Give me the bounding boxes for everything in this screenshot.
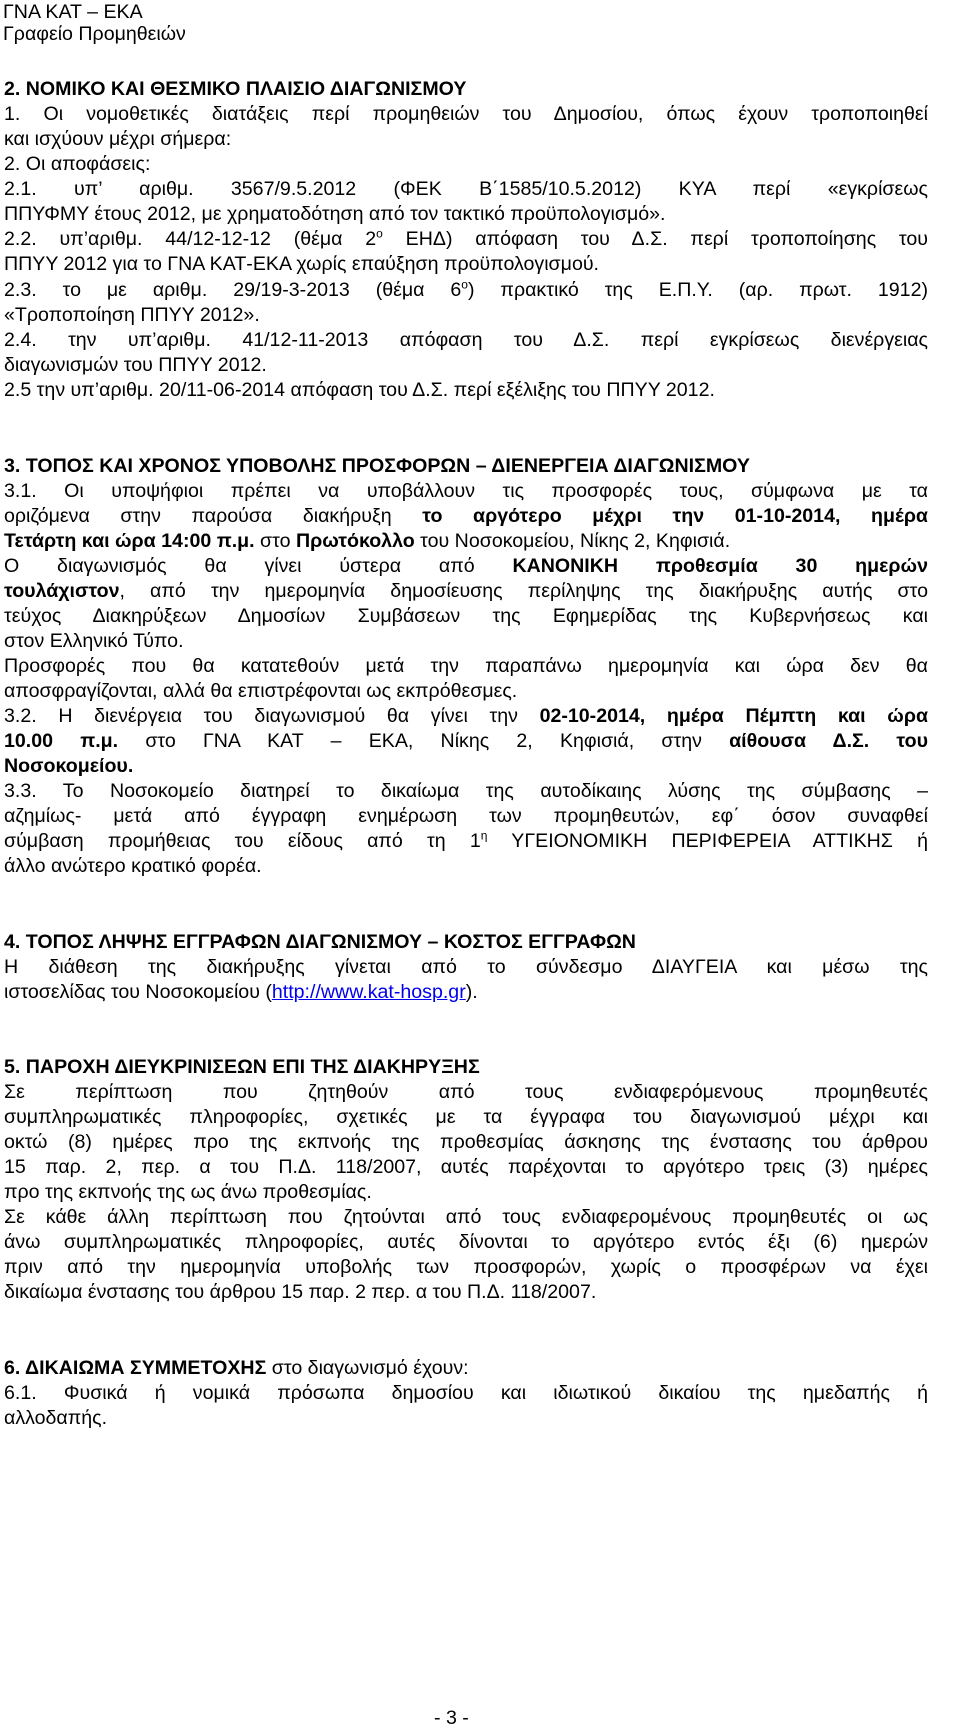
s2-line: 2.1. υπ’ αριθμ. 3567/9.5.2012 (ΦΕΚ Β΄1585/10.5.2012) ΚΥΑ περί «εγκρίσεως [4,178,928,200]
text-run: Ο διαγωνισμός θα γίνει ύστερα από [4,555,513,577]
s3-line: 3.1. Οι υποψήφιοι πρέπει να υποβάλλουν τις προσφορές τους, σύμφωνα με τα [4,480,928,502]
text-run: στο ΓΝΑ ΚΑΤ – ΕΚΑ, Νίκης 2, Κηφισιά, στην [118,730,730,752]
section-6-heading: 6. ΔΙΚΑΙΩΜΑ ΣΥΜΜΕΤΟΧΗΣ [4,1357,267,1379]
s3-line: αζημίως- μετά από έγγραφη ενημέρωση των προμηθευτών, εφ΄ όσον συναφθεί [4,805,928,827]
s6-line: αλλοδαπής. [4,1407,108,1429]
hospital-website-link[interactable]: http://www.kat-hosp.gr [271,981,466,1003]
s3-line [4,528,928,554]
opening-room: αίθουσα Δ.Σ. του [729,730,929,752]
s3-line [4,728,928,754]
section-3-title: 3. ΤΟΠΟΣ ΚΑΙ ΧΡΟΝΟΣ ΥΠΟΒΟΛΗΣ ΠΡΟΣΦΟΡΩΝ – ΔΙΕΝΕΡΓΕΙΑ ΔΙΑΓΩΝΙΣΜΟΥ [4,455,750,477]
section-6-title [4,1355,928,1381]
text-run: ). [465,981,478,1003]
s5-line: άνω συμπληρωματικές πληροφορίες, αυτές δίνονται το αργότερο εντός έξι (6) ημερών [4,1231,928,1253]
s2-line [4,277,928,303]
s2-line: 2.5 την υπ’αριθμ. 20/11-06-2014 απόφαση του Δ.Σ. περί εξέλιξης του ΠΠΥΥ 2012. [4,379,715,401]
text-run: του Νοσοκομείου, Νίκης 2, Κηφισιά. [414,530,731,552]
deadline-text: το αργότερο μέχρι την 01-10-2014, ημέρα [422,505,928,527]
deadline-time: Τετάρτη και ώρα 14:00 π.μ. [4,530,255,552]
s4-line [4,979,928,1005]
opening-date: 02-10-2014, ημέρα Πέμπτη και ώρα [539,705,928,727]
text-run: στο [254,530,296,552]
s2-line: διαγωνισμών του ΠΠΥΥ 2012. [4,354,267,376]
text-run: σύμβαση προμήθειας του είδους από τη 1 [4,830,481,852]
s2-line: ΠΠΥΦΜΥ έτους 2012, με χρηματοδότηση από τον τακτικό προϋπολογισμό». [4,203,666,225]
superscript: ο [461,277,468,292]
s5-line: Σε κάθε άλλη περίπτωση που ζητούνται από τους ενδιαφερομένους προμηθευτές οι ως [4,1206,928,1228]
text-run: 2.3. το με αριθμ. 29/19-3-2013 (θέμα 6 [4,279,462,301]
page-number: - 3 - [434,1707,469,1729]
s2-line: και ισχύουν μέχρι σήμερα: [4,128,232,150]
s2-line: ΠΠΥΥ 2012 για το ΓΝΑ ΚΑΤ-ΕΚΑ χωρίς επαύξηση προϋπολογισμού. [4,253,599,275]
deadline-period: ΚΑΝΟΝΙΚΗ προθεσμία 30 ημερών [512,555,928,577]
s5-line: 15 παρ. 2, περ. α του Π.Δ. 118/2007, αυτές παρέχονται το αργότερο τρεις (3) ημέρες [4,1156,928,1178]
text-run: ) πρακτικό της Ε.Π.Υ. (αρ. πρωτ. 1912) [467,279,928,301]
s4-line: Η διάθεση της διακήρυξης γίνεται από το σύνδεσμο ΔΙΑΥΓΕΙΑ και μέσω της [4,956,928,978]
section-2-title: 2. ΝΟΜΙΚΟ ΚΑΙ ΘΕΣΜΙΚΟ ΠΛΑΙΣΙΟ ΔΙΑΓΩΝΙΣΜΟΥ [4,78,467,100]
text-run: 2.2. υπ’αριθμ. 44/12-12-12 (θέμα 2 [4,228,377,250]
text-run: ΕΗΔ) απόφαση του Δ.Σ. περί τροποποίησης του [382,228,928,250]
text-run: 3.2. Η διενέργεια του διαγωνισμού θα γίνει την [4,705,540,727]
s2-line: 2.4. την υπ’αριθμ. 41/12-11-2013 απόφαση του Δ.Σ. περί εγκρίσεως διενέργειας [4,329,928,351]
s5-line: συμπληρωματικές πληροφορίες, σχετικές με τα έγγραφα του διαγωνισμού μέχρι και [4,1106,928,1128]
text-run: ΥΓΕΙΟΝΟΜΙΚΗ ΠΕΡΙΦΕΡΕΙΑ ΑΤΤΙΚΗΣ ή [487,830,928,852]
bold-run: τουλάχιστον [4,580,120,602]
text-run: ιστοσελίδας του Νοσοκομείου ( [4,981,272,1003]
s2-line: 2. Οι αποφάσεις: [4,153,151,175]
s5-line: οκτώ (8) ημέρες προ της εκπνοής της προθεσμίας άσκησης της ένστασης του άρθρου [4,1131,928,1153]
s3-line [4,553,928,579]
s3-line: αποσφραγίζονται, αλλά θα επιστρέφονται ως εκπρόθεσμες. [4,680,518,702]
header-office: Γραφείο Προμηθειών [3,23,186,45]
s2-line: 1. Οι νομοθετικές διατάξεις περί προμηθειών του Δημοσίου, όπως έχουν τροποποιηθεί [4,103,928,125]
header-org: ΓΝΑ ΚΑΤ – ΕΚΑ [3,1,143,23]
s5-line: δικαίωμα ένστασης του άρθρου 15 παρ. 2 περ. α του Π.Δ. 118/2007. [4,1281,597,1303]
s5-line: Σε περίπτωση που ζητηθούν από τους ενδιαφερόμενους προμηθευτές [4,1081,928,1103]
text-run: οριζόμενα στην παρούσα διακήρυξη [4,505,423,527]
s3-line [4,703,928,729]
section-4-title: 4. ΤΟΠΟΣ ΛΗΨΗΣ ΕΓΓΡΑΦΩΝ ΔΙΑΓΩΝΙΣΜΟΥ – ΚΟΣΤΟΣ ΕΓΓΡΑΦΩΝ [4,931,636,953]
s3-line: τεύχος Διακηρύξεων Δημοσίων Συμβάσεων της Εφημερίδας της Κυβερνήσεως και [4,605,928,627]
s6-line: 6.1. Φυσικά ή νομικά πρόσωπα δημοσίου και ιδιωτικού δικαίου της ημεδαπής ή [4,1382,928,1404]
s5-line: πριν από την ημερομηνία υποβολής των προσφορών, χωρίς ο προσφέρων να έχει [4,1256,928,1278]
s2-line [4,226,928,252]
s3-line [4,828,928,854]
s3-line: Προσφορές που θα κατατεθούν μετά την παραπάνω ημερομηνία και ώρα δεν θα [4,655,928,677]
superscript: ο [376,226,383,241]
text-run: , από την ημερομηνία δημοσίευσης περίληψης της διακήρυξης αυτής στο [119,580,928,602]
protocol-text: Πρωτόκολλο [295,530,415,552]
s3-line [4,578,928,604]
s3-line: 3.3. Το Νοσοκομείο διατηρεί το δικαίωμα της αυτοδίκαιης λύσης της σύμβασης – [4,780,928,802]
text-run: στο διαγωνισμό έχουν: [266,1357,469,1379]
opening-time: 10.00 π.μ. [4,730,119,752]
s5-line: προ της εκπνοής της ως άνω προθεσμίας. [4,1181,372,1203]
s3-line: Νοσοκομείου. [4,755,134,777]
section-5-title: 5. ΠΑΡΟΧΗ ΔΙΕΥΚΡΙΝΙΣΕΩΝ ΕΠΙ ΤΗΣ ΔΙΑΚΗΡΥΞΗΣ [4,1056,480,1078]
s3-line: άλλο ανώτερο κρατικό φορέα. [4,855,262,877]
superscript: η [480,828,488,843]
s3-line: στον Ελληνικό Τύπο. [4,630,184,652]
s2-line: «Τροποποίηση ΠΠΥΥ 2012». [4,304,260,326]
s3-line [4,503,928,529]
